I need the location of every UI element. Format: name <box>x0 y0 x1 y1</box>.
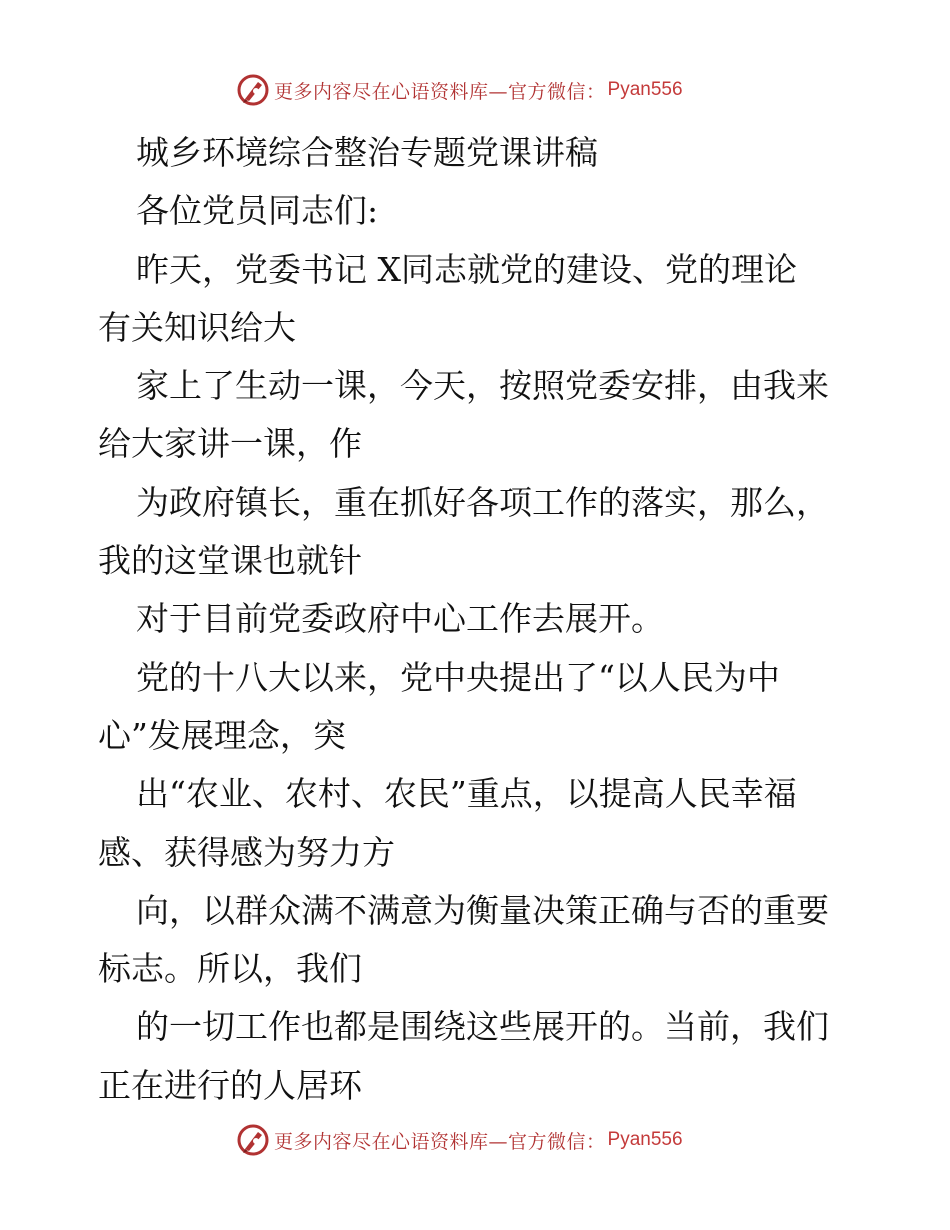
pen-logo-icon <box>236 1123 270 1157</box>
document-line: 给大家讲一课，作 <box>98 424 362 464</box>
header-banner <box>236 72 683 108</box>
footer-banner-wechat-id: Pyan556 <box>607 1129 683 1150</box>
header-banner-text: 更多内容尽在心语资料库—官方微信： <box>274 80 606 103</box>
footer-banner-text: 更多内容尽在心语资料库—官方微信： <box>274 1130 606 1153</box>
document-line: 我的这堂课也就针 <box>98 541 362 581</box>
document-line: 党的十八大以来，党中央提出了“以人民为中 <box>136 657 780 697</box>
document-body <box>98 124 858 1115</box>
header-banner-wechat-id: Pyan556 <box>607 79 683 100</box>
document-line: 为政府镇长，重在抓好各项工作的落实，那么， <box>136 482 829 522</box>
document-line: 的一切工作也都是围绕这些展开的。当前，我们 <box>136 1007 829 1047</box>
document-line: 感、获得感为努力方 <box>98 832 395 872</box>
document-line: 标志。所以，我们 <box>98 949 362 989</box>
document-line: 家上了生动一课，今天，按照党委安排，由我来 <box>136 366 829 406</box>
document-line: 昨天，党委书记 X同志就党的建设、党的理论 <box>136 249 797 289</box>
document-line: 心”发展理念，突 <box>98 715 346 755</box>
pen-logo-icon <box>236 73 270 107</box>
footer-banner <box>236 1122 683 1158</box>
document-line: 出“农业、农村、农民”重点，以提高人民幸福 <box>136 774 797 814</box>
document-line: 对于目前党委政府中心工作去展开。 <box>136 599 664 639</box>
document-line: 向，以群众满不满意为衡量决策正确与否的重要 <box>136 890 829 930</box>
document-line: 有关知识给大 <box>98 307 296 347</box>
document-line: 正在进行的人居环 <box>98 1065 362 1105</box>
document-title: 城乡环境综合整治专题党课讲稿 <box>136 133 598 172</box>
document-line: 各位党员同志们: <box>136 191 379 231</box>
